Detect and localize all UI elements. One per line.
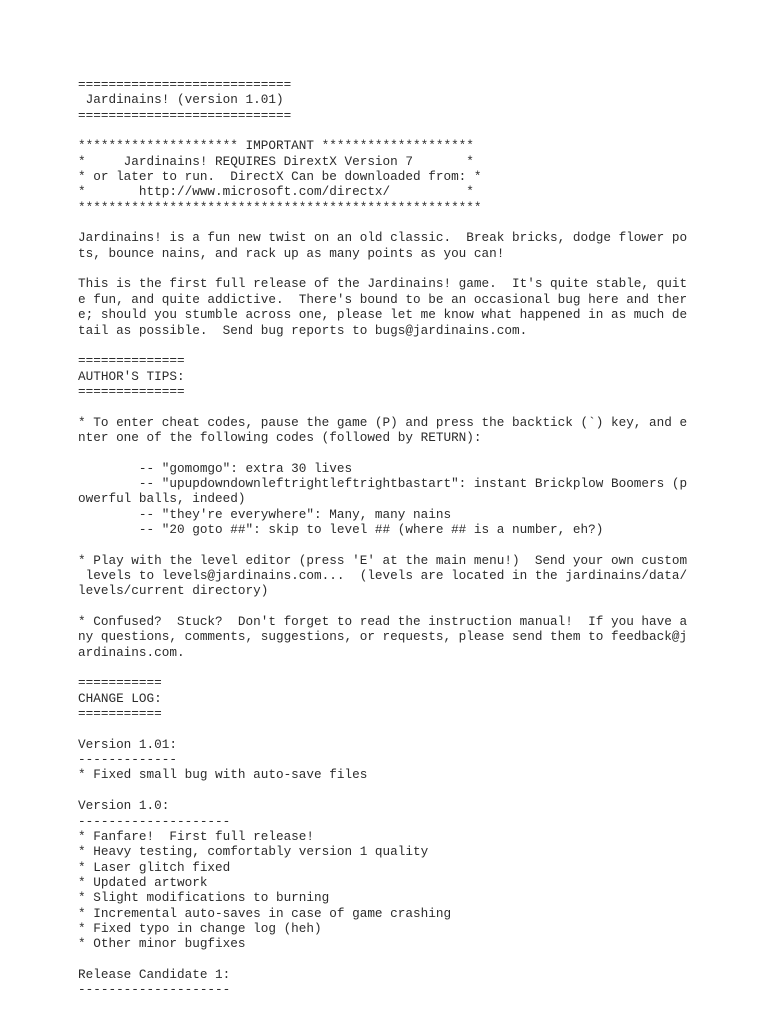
text-line: ********************* IMPORTANT ******************** xyxy=(78,138,474,154)
text-line: ny questions, comments, suggestions, or requests, please send them to feedback@j xyxy=(78,629,688,645)
blank-line xyxy=(78,123,758,138)
bullet-line: * To enter cheat codes, pause the game (P) and press the backtick (`) key, and e xyxy=(78,414,688,430)
separator-line: ============== xyxy=(78,383,185,399)
readme-document xyxy=(78,77,758,998)
text-line: ts, bounce nains, and rack up as many points as you can! xyxy=(78,245,505,261)
separator-line: -------------------- xyxy=(78,813,231,829)
version-heading-rc1: Release Candidate 1: xyxy=(78,966,231,982)
bullet-line: * Slight modifications to burning xyxy=(78,890,330,906)
blank-line xyxy=(78,721,758,736)
separator-line: =========== xyxy=(78,706,162,722)
bullet-line: * or later to run. DirectX Can be downloaded from: * xyxy=(78,169,482,185)
text-line: e fun, and quite addictive. There's bound to be an occasional bug here and ther xyxy=(78,291,688,307)
blank-line xyxy=(78,338,758,353)
bullet-line: * Incremental auto-saves in case of game crashing xyxy=(78,905,452,921)
blank-line xyxy=(78,783,758,798)
text-line: Jardinains! is a fun new twist on an old classic. Break bricks, dodge flower po xyxy=(78,230,688,246)
text-line: levels/current directory) xyxy=(78,583,269,599)
bullet-line: * http://www.microsoft.com/directx/ * xyxy=(78,184,474,200)
text-line: tail as possible. Send bug reports to bugs@jardinains.com. xyxy=(78,322,528,338)
bullet-line: * Fixed typo in change log (heh) xyxy=(78,920,322,936)
separator-line: ============================ xyxy=(78,77,292,92)
blank-line xyxy=(78,952,758,967)
bullet-line: * Fanfare! First full release! xyxy=(78,828,315,844)
blank-line xyxy=(78,399,758,414)
separator-line: ------------- xyxy=(78,752,177,768)
bullet-line: * Jardinains! REQUIRES DirextX Version 7 * xyxy=(78,153,474,169)
blank-line xyxy=(78,660,758,675)
cheat-code-line: -- "upupdowndownleftrightleftrightbastart": instant Brickplow Boomers (p xyxy=(78,475,688,491)
document-title: Jardinains! (version 1.01) xyxy=(78,92,284,108)
cheat-code-line: -- "gomomgo": extra 30 lives xyxy=(78,460,353,476)
cheat-code-line: -- "20 goto ##": skip to level ## (where ## is a number, eh?) xyxy=(78,521,604,537)
separator-line: ============== xyxy=(78,353,185,369)
text-line: ardinains.com. xyxy=(78,644,185,660)
bullet-line: * Other minor bugfixes xyxy=(78,936,246,952)
blank-line xyxy=(78,599,758,614)
text-line: This is the first full release of the Jardinains! game. It's quite stable, quit xyxy=(78,276,688,292)
bullet-line: * Play with the level editor (press 'E' at the main menu!) Send your own custom xyxy=(78,552,688,568)
bullet-line: * Fixed small bug with auto-save files xyxy=(78,767,368,783)
separator-line: ============================ xyxy=(78,107,292,123)
separator-line: ***************************************************** xyxy=(78,199,482,215)
bullet-line: * Heavy testing, comfortably version 1 quality xyxy=(78,844,429,860)
bullet-line: * Laser glitch fixed xyxy=(78,859,231,875)
blank-line xyxy=(78,537,758,552)
version-heading-1-0: Version 1.0: xyxy=(78,798,170,814)
separator-line: =========== xyxy=(78,675,162,691)
text-line: levels to levels@jardinains.com... (levels are located in the jardinains/data/ xyxy=(78,568,688,583)
text-line: e; should you stumble across one, please let me know what happened in as much de xyxy=(78,307,688,323)
blank-line xyxy=(78,445,758,460)
cheat-code-line: -- "they're everywhere": Many, many nains xyxy=(78,506,452,522)
text-line: owerful balls, indeed) xyxy=(78,491,246,507)
section-heading-authors-tips: AUTHOR'S TIPS: xyxy=(78,368,185,384)
blank-line xyxy=(78,215,758,230)
blank-line xyxy=(78,261,758,276)
section-heading-change-log: CHANGE LOG: xyxy=(78,690,162,706)
bullet-line: * Updated artwork xyxy=(78,874,208,890)
bullet-line: * Confused? Stuck? Don't forget to read the instruction manual! If you have a xyxy=(78,614,688,630)
text-line: nter one of the following codes (followed by RETURN): xyxy=(78,429,482,445)
version-heading-1-01: Version 1.01: xyxy=(78,736,177,752)
separator-line: -------------------- xyxy=(78,982,231,998)
